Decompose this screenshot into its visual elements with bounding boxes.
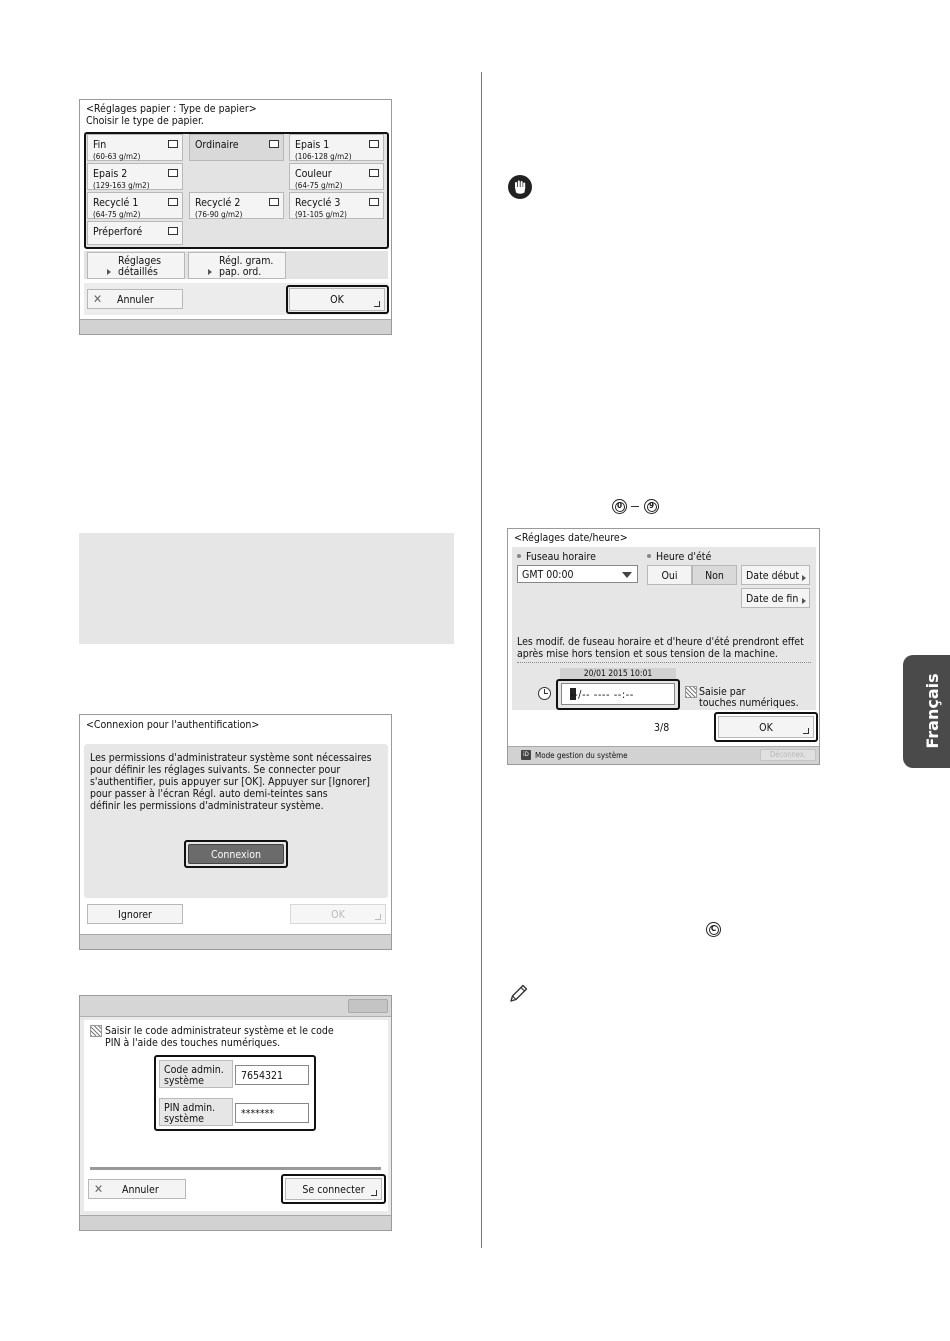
login-button[interactable]: Connexion (188, 844, 284, 864)
panel-subtitle: Choisir le type de papier. (86, 115, 204, 127)
submenu-arrow-icon (107, 269, 111, 275)
submenu-arrow-icon (802, 575, 806, 581)
submenu-arrow-icon (208, 269, 212, 275)
paper-icon (168, 140, 178, 148)
clock-icon (538, 687, 551, 700)
top-bar-button[interactable] (348, 999, 388, 1013)
dotted-divider (517, 662, 811, 663)
top-bar (80, 996, 391, 1017)
numeric-key-0-icon: 0 (612, 499, 627, 514)
paper-type-epais-1[interactable]: Epais 1 (106-128 g/m2) (289, 134, 384, 161)
end-date-button[interactable]: Date de fin (741, 588, 810, 608)
dst-no-button[interactable]: Non (692, 565, 737, 585)
punched-paper-icon (168, 227, 178, 235)
paper-type-ordinaire[interactable]: Ordinaire (189, 134, 284, 161)
start-date-button[interactable]: Date début (741, 565, 810, 585)
keypad-hint-line: touches numériques. (699, 697, 799, 709)
date-time-input[interactable]: --/-- ---- --:-- (561, 683, 675, 705)
admin-code-input[interactable]: 7654321 (235, 1065, 309, 1085)
timezone-notice-line: Les modif. de fuseau horaire et d'heure d'été prendront effet (517, 636, 804, 648)
note-box (79, 533, 454, 644)
cancel-button[interactable]: ✕ Annuler (88, 1179, 186, 1199)
timezone-notice-line: après mise hors tension et sous tension de la machine. (517, 648, 778, 660)
language-tab (903, 655, 950, 768)
paper-type-recycle-1[interactable]: Recyclé 1 (64-75 g/m2) (87, 192, 183, 219)
divider (90, 1167, 381, 1170)
paper-type-recycle-3[interactable]: Recyclé 3 (91-105 g/m2) (289, 192, 384, 219)
clear-key-icon: C (706, 922, 721, 937)
paper-type-recycle-2[interactable]: Recyclé 2 (76-90 g/m2) (189, 192, 284, 219)
status-bar (80, 1215, 391, 1230)
login-instruction-line: Saisir le code administrateur système et le code (105, 1025, 334, 1037)
auth-panel (79, 714, 392, 950)
ok-button[interactable]: OK (718, 716, 814, 738)
panel-title: <Réglages date/heure> (514, 532, 628, 544)
close-icon: ✕ (94, 1182, 104, 1196)
enter-icon (371, 1190, 377, 1196)
column-divider (481, 72, 482, 1248)
recycled-paper-icon (168, 198, 178, 206)
dst-yes-button[interactable]: Oui (647, 565, 692, 585)
recycled-paper-icon (269, 198, 279, 206)
admin-pin-input[interactable]: ******* (235, 1103, 309, 1123)
panel-title: <Connexion pour l'authentification> (86, 719, 260, 731)
timezone-label: Fuseau horaire (517, 551, 596, 563)
connect-button[interactable]: Se connecter (285, 1178, 382, 1200)
paper-icon (269, 140, 279, 148)
auth-message-line: s'authentifier, puis appuyer sur [OK]. Appuyer sur [Ignorer] (90, 776, 370, 788)
key-range-dash (631, 506, 639, 507)
timezone-select[interactable]: GMT 00:00 (517, 565, 638, 583)
current-datetime: 20/01 2015 10:01 (560, 668, 676, 680)
language-label: Français (923, 673, 942, 749)
keypad-icon (90, 1025, 102, 1037)
paper-type-fin[interactable]: Fin (60-63 g/m2) (87, 134, 183, 161)
logout-button[interactable]: Déconnex. (760, 749, 816, 761)
paper-type-couleur[interactable]: Couleur (64-75 g/m2) (289, 163, 384, 190)
status-bar (80, 319, 391, 334)
enter-icon (803, 728, 809, 734)
recycled-paper-icon (369, 198, 379, 206)
paper-type-panel (79, 99, 392, 335)
paper-type-epais-2[interactable]: Epais 2 (129-163 g/m2) (87, 163, 183, 190)
ignore-button[interactable]: Ignorer (87, 904, 183, 924)
auth-message-line: Les permissions d'administrateur système sont nécessaires (90, 752, 372, 764)
datetime-panel (507, 528, 820, 765)
login-instruction-line: PIN à l'aide des touches numériques. (105, 1037, 281, 1049)
detailed-settings-button[interactable]: Réglages détaillés (87, 252, 185, 279)
keypad-hint-line: Saisie par (699, 686, 746, 698)
paper-type-preperfore[interactable]: Préperforé (87, 221, 183, 245)
important-hand-icon (508, 175, 532, 199)
enter-icon (375, 914, 381, 920)
keypad-icon (685, 686, 697, 698)
paper-icon (369, 140, 379, 148)
paper-icon (369, 169, 379, 177)
auth-message-line: pour définir les réglages suivants. Se connecter pour (90, 764, 341, 776)
enter-icon (374, 301, 380, 307)
note-pencil-icon (508, 982, 530, 1004)
ok-button[interactable]: OK (289, 288, 385, 311)
plain-paper-grammage-button[interactable]: Régl. gram. pap. ord. (188, 252, 286, 279)
id-icon: iD (521, 750, 531, 760)
paper-icon (168, 169, 178, 177)
submenu-arrow-icon (802, 598, 806, 604)
auth-message-line: définir les permissions d'administrateur système. (90, 800, 324, 812)
page-indicator: 3/8 (654, 722, 670, 734)
pin-label-cell: PIN admin. système (159, 1098, 233, 1126)
code-label-cell: Code admin. système (159, 1060, 233, 1088)
close-icon: ✕ (93, 292, 103, 306)
cancel-button[interactable]: ✕ Annuler (87, 289, 183, 309)
dropdown-arrow-icon (622, 572, 632, 578)
status-bar (80, 934, 391, 949)
status-bar (508, 746, 819, 764)
numeric-key-9-icon: 9 (644, 499, 659, 514)
ok-button-disabled[interactable]: OK (290, 904, 386, 924)
login-panel (79, 995, 392, 1231)
system-mode-label: Mode gestion du système (535, 751, 628, 760)
auth-message-line: pour passer à l'écran Régl. auto demi-teintes sans (90, 788, 328, 800)
dst-label: Heure d'été (647, 551, 711, 563)
panel-title: <Réglages papier : Type de papier> (86, 103, 257, 115)
